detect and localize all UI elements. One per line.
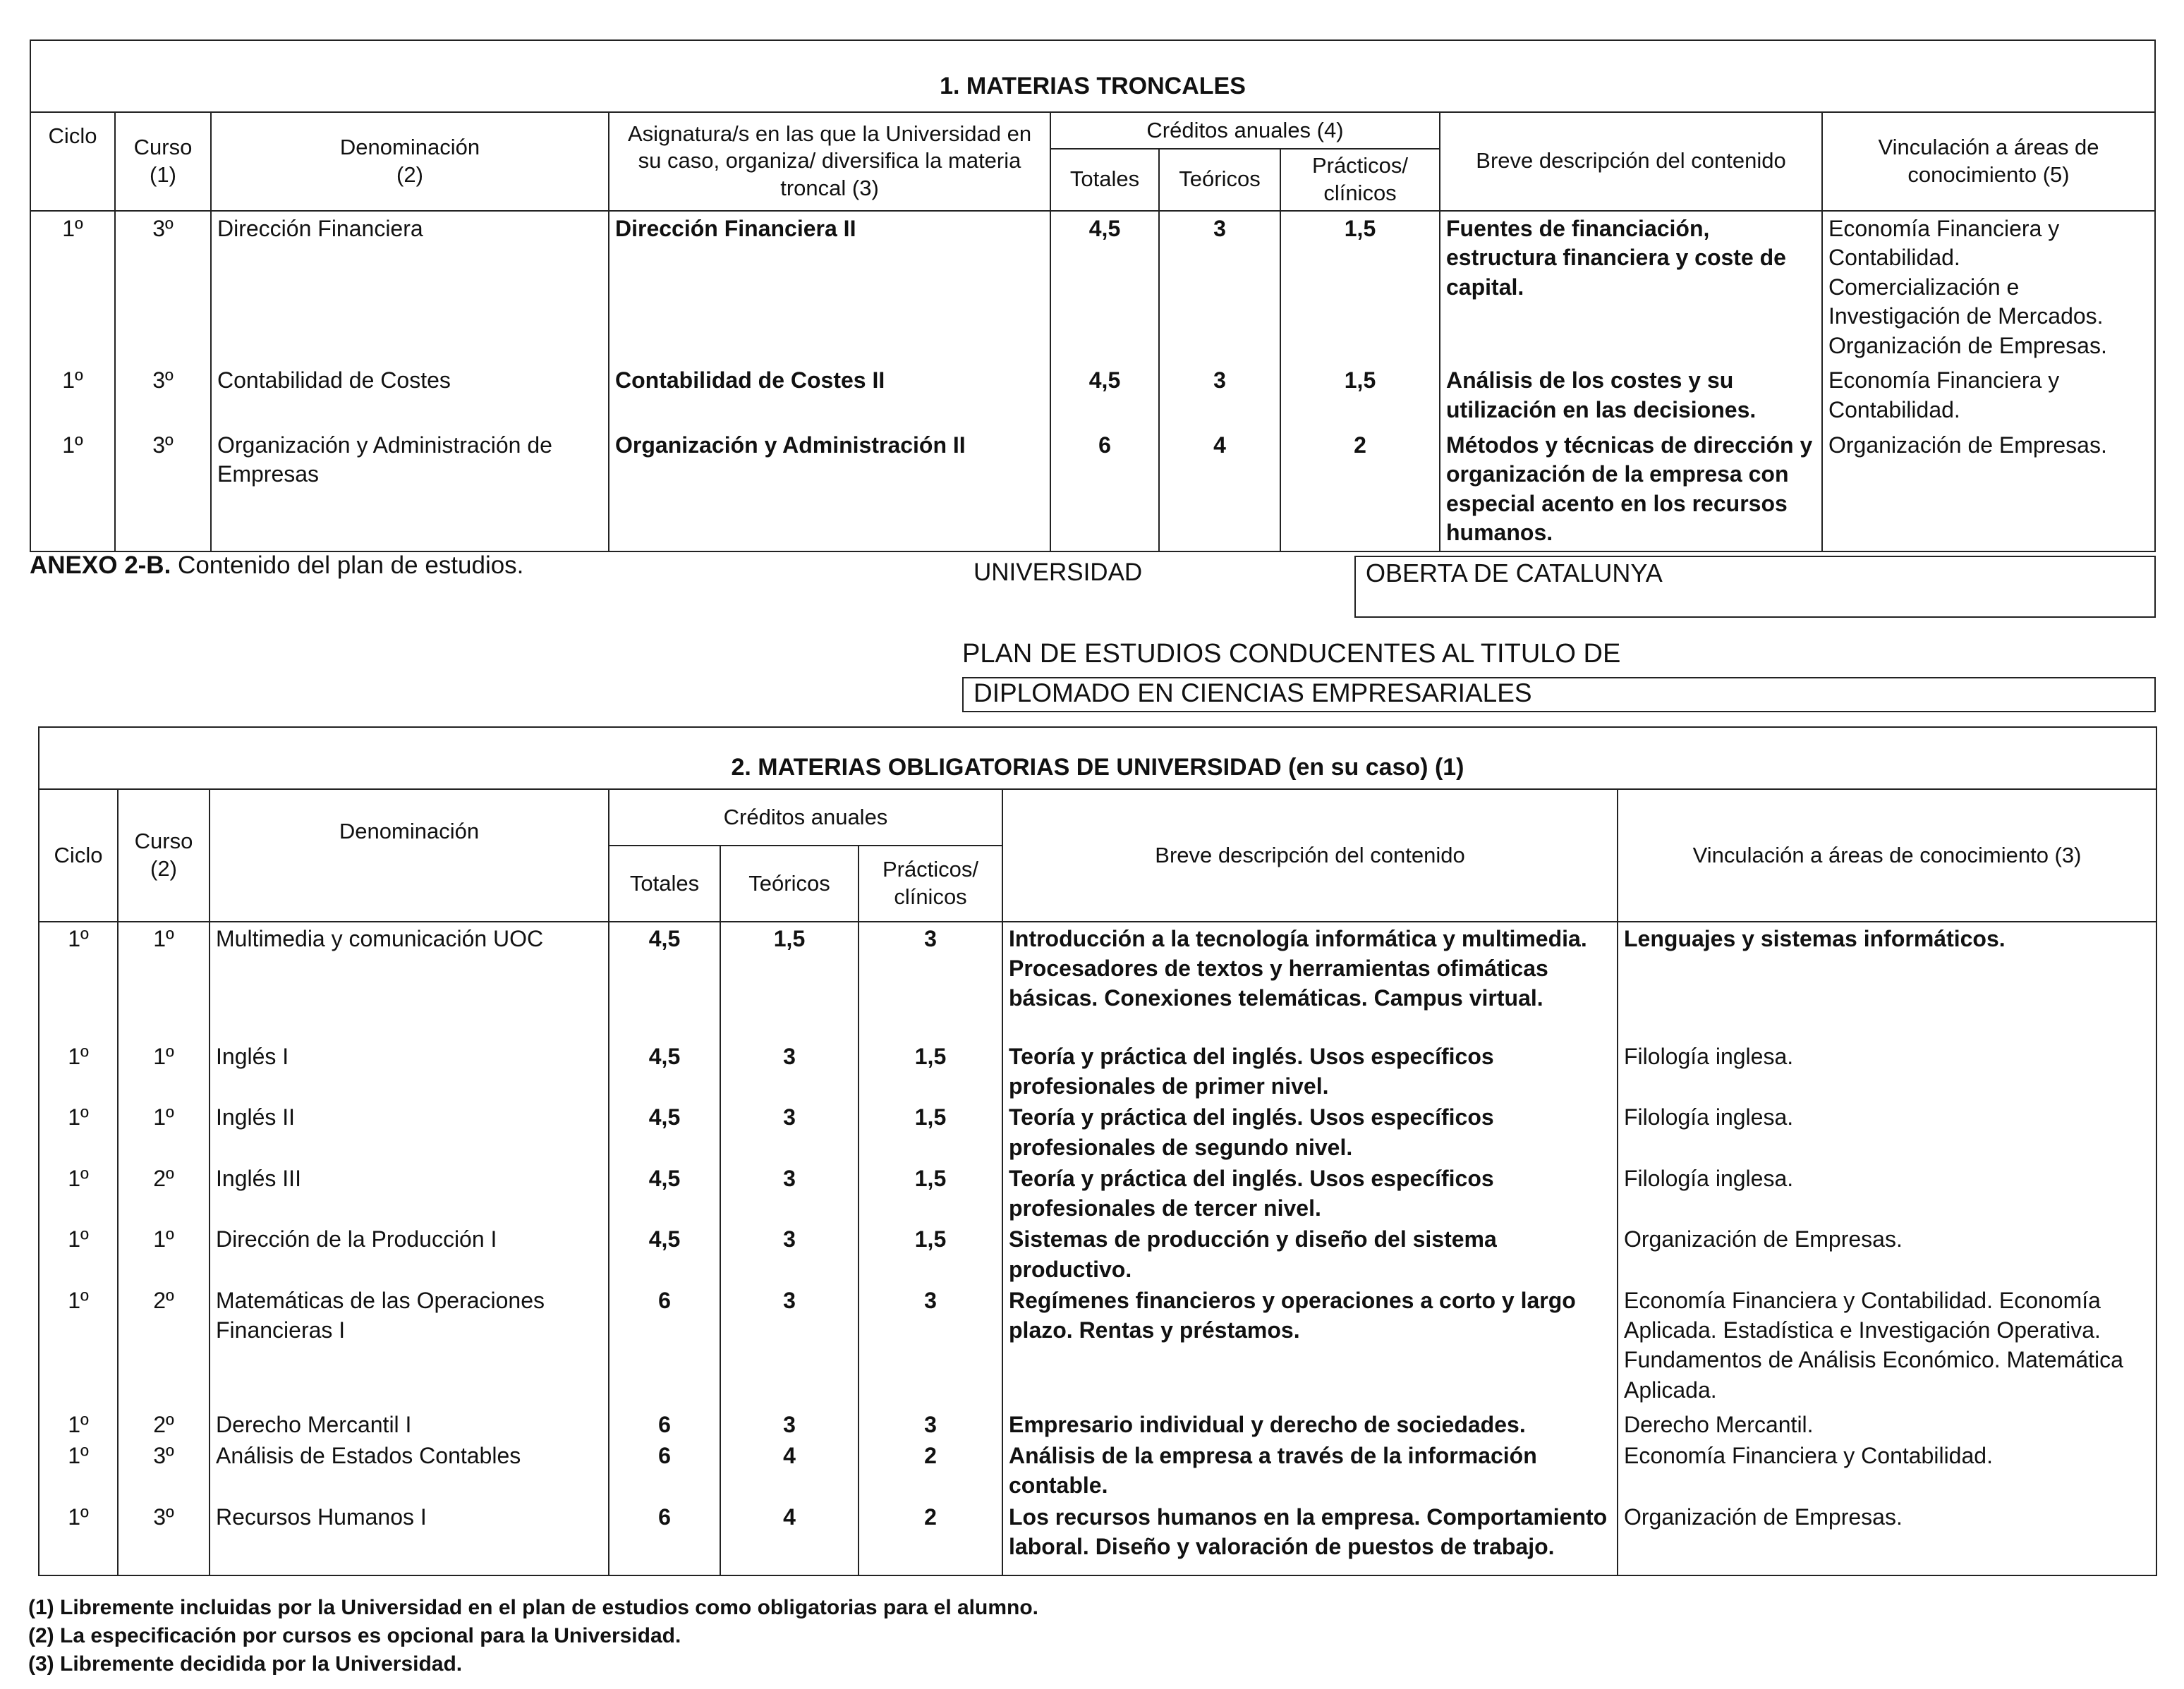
cell-curso: 1º [118,922,210,1040]
cell-denominacion: Análisis de Estados Contables [210,1439,609,1500]
cell-practicos: 3 [859,1284,1002,1408]
col-ciclo: Ciclo [39,789,118,922]
cell-totales: 6 [609,1501,720,1575]
table-row [39,1162,2156,1223]
annex-label [30,551,523,580]
plan-label: PLAN DE ESTUDIOS CONDUCENTES AL TITULO DE [962,639,1621,669]
cell-ciclo: 1º [39,1501,118,1575]
cell-teoricos: 3 [720,1101,859,1161]
cell-ciclo: 1º [39,1162,118,1223]
annex-label-bold: ANEXO 2-B. [30,551,171,579]
cell-descripcion: Regímenes financieros y operaciones a corto y largo plazo. Rentas y préstamos. [1002,1284,1618,1408]
cell-denominacion: Inglés III [210,1162,609,1223]
cell-vinculacion: Lenguajes y sistemas informáticos. [1618,922,2156,1040]
cell-totales: 4,5 [609,1162,720,1223]
cell-descripcion: Teoría y práctica del inglés. Usos específicos profesionales de primer nivel. [1002,1040,1618,1101]
cell-asignatura: Organización y Administración II [609,428,1050,551]
cell-denominacion: Contabilidad de Costes [211,363,609,427]
cell-curso: 2º [118,1284,210,1408]
cell-teoricos: 3 [720,1284,859,1408]
cell-asignatura: Dirección Financiera II [609,211,1050,364]
cell-curso: 1º [118,1101,210,1161]
cell-totales: 4,5 [1050,363,1159,427]
col-totales: Totales [609,846,720,922]
cell-vinculacion: Filología inglesa. [1618,1162,2156,1223]
cell-totales: 6 [1050,428,1159,551]
cell-totales: 4,5 [609,1040,720,1101]
cell-vinculacion: Filología inglesa. [1618,1101,2156,1161]
col-practicos: Prácticos/ clínicos [1280,149,1440,211]
cell-totales: 4,5 [609,1101,720,1161]
cell-practicos: 3 [859,1408,1002,1439]
cell-descripcion: Introducción a la tecnología informática y multimedia. Procesadores de textos y herramientas ofimáticas básicas. Conexiones telemáticas. Campus virtual. [1002,922,1618,1040]
cell-totales: 4,5 [609,922,720,1040]
obligatorias-rows [39,922,2156,1575]
cell-vinculacion: Economía Financiera y Contabilidad. Comercialización e Investigación de Mercados. Organización de Empresas. [1822,211,2155,364]
cell-vinculacion: Economía Financiera y Contabilidad. [1822,363,2155,427]
cell-teoricos: 4 [720,1439,859,1500]
cell-curso: 3º [115,211,211,364]
cell-vinculacion: Economía Financiera y Contabilidad. Economía Aplicada. Estadística e Investigación Operativa. Fundamentos de Análisis Económico. Matemática Aplicada. [1618,1284,2156,1408]
cell-curso: 2º [118,1162,210,1223]
table-row [30,211,2155,364]
cell-ciclo: 1º [30,428,115,551]
cell-teoricos: 1,5 [720,922,859,1040]
cell-vinculacion: Organización de Empresas. [1618,1223,2156,1283]
cell-curso: 3º [115,363,211,427]
cell-vinculacion: Derecho Mercantil. [1618,1408,2156,1439]
cell-ciclo: 1º [39,1284,118,1408]
cell-ciclo: 1º [39,922,118,1040]
cell-descripcion: Los recursos humanos en la empresa. Comportamiento laboral. Diseño y valoración de puestos de trabajo. [1002,1501,1618,1575]
footnote-2: (2) La especificación por cursos es opcional para la Universidad. [28,1624,681,1647]
cell-ciclo: 1º [39,1101,118,1161]
cell-practicos: 1,5 [859,1101,1002,1161]
table-row [39,1040,2156,1101]
cell-teoricos: 3 [720,1408,859,1439]
cell-denominacion: Multimedia y comunicación UOC [210,922,609,1040]
col-curso: Curso (1) [115,112,211,211]
cell-vinculacion: Organización de Empresas. [1618,1501,2156,1575]
cell-totales: 4,5 [609,1223,720,1283]
cell-practicos: 1,5 [1280,363,1440,427]
cell-denominacion: Inglés I [210,1040,609,1101]
col-descripcion: Breve descripción del contenido [1440,112,1822,211]
col-vinculacion: Vinculación a áreas de conocimiento (3) [1618,789,2156,922]
cell-descripcion: Teoría y práctica del inglés. Usos específicos profesionales de segundo nivel. [1002,1101,1618,1161]
table-row [39,1408,2156,1439]
cell-denominacion: Inglés II [210,1101,609,1161]
obligatorias-title: 2. MATERIAS OBLIGATORIAS DE UNIVERSIDAD (en su caso) (1) [39,727,2156,789]
cell-teoricos: 3 [1159,363,1280,427]
footnote-3: (3) Libremente decidida por la Universidad. [28,1652,463,1676]
cell-practicos: 1,5 [859,1040,1002,1101]
universidad-label: UNIVERSIDAD [973,559,1143,586]
cell-curso: 3º [115,428,211,551]
cell-ciclo: 1º [39,1040,118,1101]
cell-vinculacion: Filología inglesa. [1618,1040,2156,1101]
col-teoricos: Teóricos [1159,149,1280,211]
footnote-1: (1) Libremente incluidas por la Universidad en el plan de estudios como obligatorias para el alumno. [28,1596,1038,1619]
col-teoricos: Teóricos [720,846,859,922]
plan-value: DIPLOMADO EN CIENCIAS EMPRESARIALES [962,677,2156,712]
cell-teoricos: 4 [1159,428,1280,551]
cell-curso: 2º [118,1408,210,1439]
cell-descripcion: Análisis de los costes y su utilización en las decisiones. [1440,363,1822,427]
cell-denominacion: Derecho Mercantil I [210,1408,609,1439]
cell-descripcion: Fuentes de financiación, estructura financiera y coste de capital. [1440,211,1822,364]
cell-descripcion: Empresario individual y derecho de sociedades. [1002,1408,1618,1439]
table-row [30,363,2155,427]
cell-descripcion: Sistemas de producción y diseño del sistema productivo. [1002,1223,1618,1283]
cell-denominacion: Organización y Administración de Empresas [211,428,609,551]
cell-descripcion: Teoría y práctica del inglés. Usos específicos profesionales de tercer nivel. [1002,1162,1618,1223]
cell-denominacion: Matemáticas de las Operaciones Financieras I [210,1284,609,1408]
cell-vinculacion: Economía Financiera y Contabilidad. [1618,1439,2156,1500]
cell-teoricos: 3 [720,1162,859,1223]
cell-descripcion: Análisis de la empresa a través de la información contable. [1002,1439,1618,1500]
table-row [39,1439,2156,1500]
col-totales: Totales [1050,149,1159,211]
table-row [39,1101,2156,1161]
cell-practicos: 1,5 [859,1162,1002,1223]
cell-totales: 4,5 [1050,211,1159,364]
annex-label-text: Contenido del plan de estudios. [178,551,524,579]
cell-denominacion: Recursos Humanos I [210,1501,609,1575]
cell-teoricos: 3 [1159,211,1280,364]
cell-ciclo: 1º [30,363,115,427]
cell-descripcion: Métodos y técnicas de dirección y organización de la empresa con especial acento en los recursos humanos. [1440,428,1822,551]
cell-curso: 3º [118,1439,210,1500]
table-row [39,922,2156,1040]
cell-teoricos: 3 [720,1223,859,1283]
cell-denominacion: Dirección Financiera [211,211,609,364]
cell-totales: 6 [609,1408,720,1439]
col-asignatura: Asignatura/s en las que la Universidad en su caso, organiza/ diversifica la materia troncal (3) [609,112,1050,211]
col-denominacion: Denominación (2) [211,112,609,211]
table-row [39,1284,2156,1408]
cell-teoricos: 3 [720,1040,859,1101]
cell-curso: 3º [118,1501,210,1575]
cell-curso: 1º [118,1223,210,1283]
table-row [30,428,2155,551]
col-creditos: Créditos anuales (4) [1050,112,1440,149]
cell-vinculacion: Organización de Empresas. [1822,428,2155,551]
cell-ciclo: 1º [39,1408,118,1439]
cell-teoricos: 4 [720,1501,859,1575]
col-ciclo: Ciclo [30,112,115,211]
cell-practicos: 2 [859,1439,1002,1500]
cell-practicos: 2 [859,1501,1002,1575]
cell-practicos: 3 [859,922,1002,1040]
cell-totales: 6 [609,1439,720,1500]
cell-practicos: 1,5 [859,1223,1002,1283]
cell-asignatura: Contabilidad de Costes II [609,363,1050,427]
col-denominacion: Denominación [210,789,609,922]
cell-practicos: 1,5 [1280,211,1440,364]
cell-denominacion: Dirección de la Producción I [210,1223,609,1283]
col-curso: Curso (2) [118,789,210,922]
obligatorias-table [38,726,2157,1576]
col-practicos: Prácticos/ clínicos [859,846,1002,922]
cell-totales: 6 [609,1284,720,1408]
cell-ciclo: 1º [39,1223,118,1283]
col-descripcion: Breve descripción del contenido [1002,789,1618,922]
universidad-value: OBERTA DE CATALUNYA [1354,556,2156,618]
table-row [39,1501,2156,1575]
col-creditos: Créditos anuales [609,789,1002,846]
cell-practicos: 2 [1280,428,1440,551]
cell-curso: 1º [118,1040,210,1101]
col-vinculacion: Vinculación a áreas de conocimiento (5) [1822,112,2155,211]
troncales-title: 1. MATERIAS TRONCALES [30,40,2155,112]
cell-ciclo: 1º [39,1439,118,1500]
troncales-table [30,39,2156,552]
cell-ciclo: 1º [30,211,115,364]
table-row [39,1223,2156,1283]
